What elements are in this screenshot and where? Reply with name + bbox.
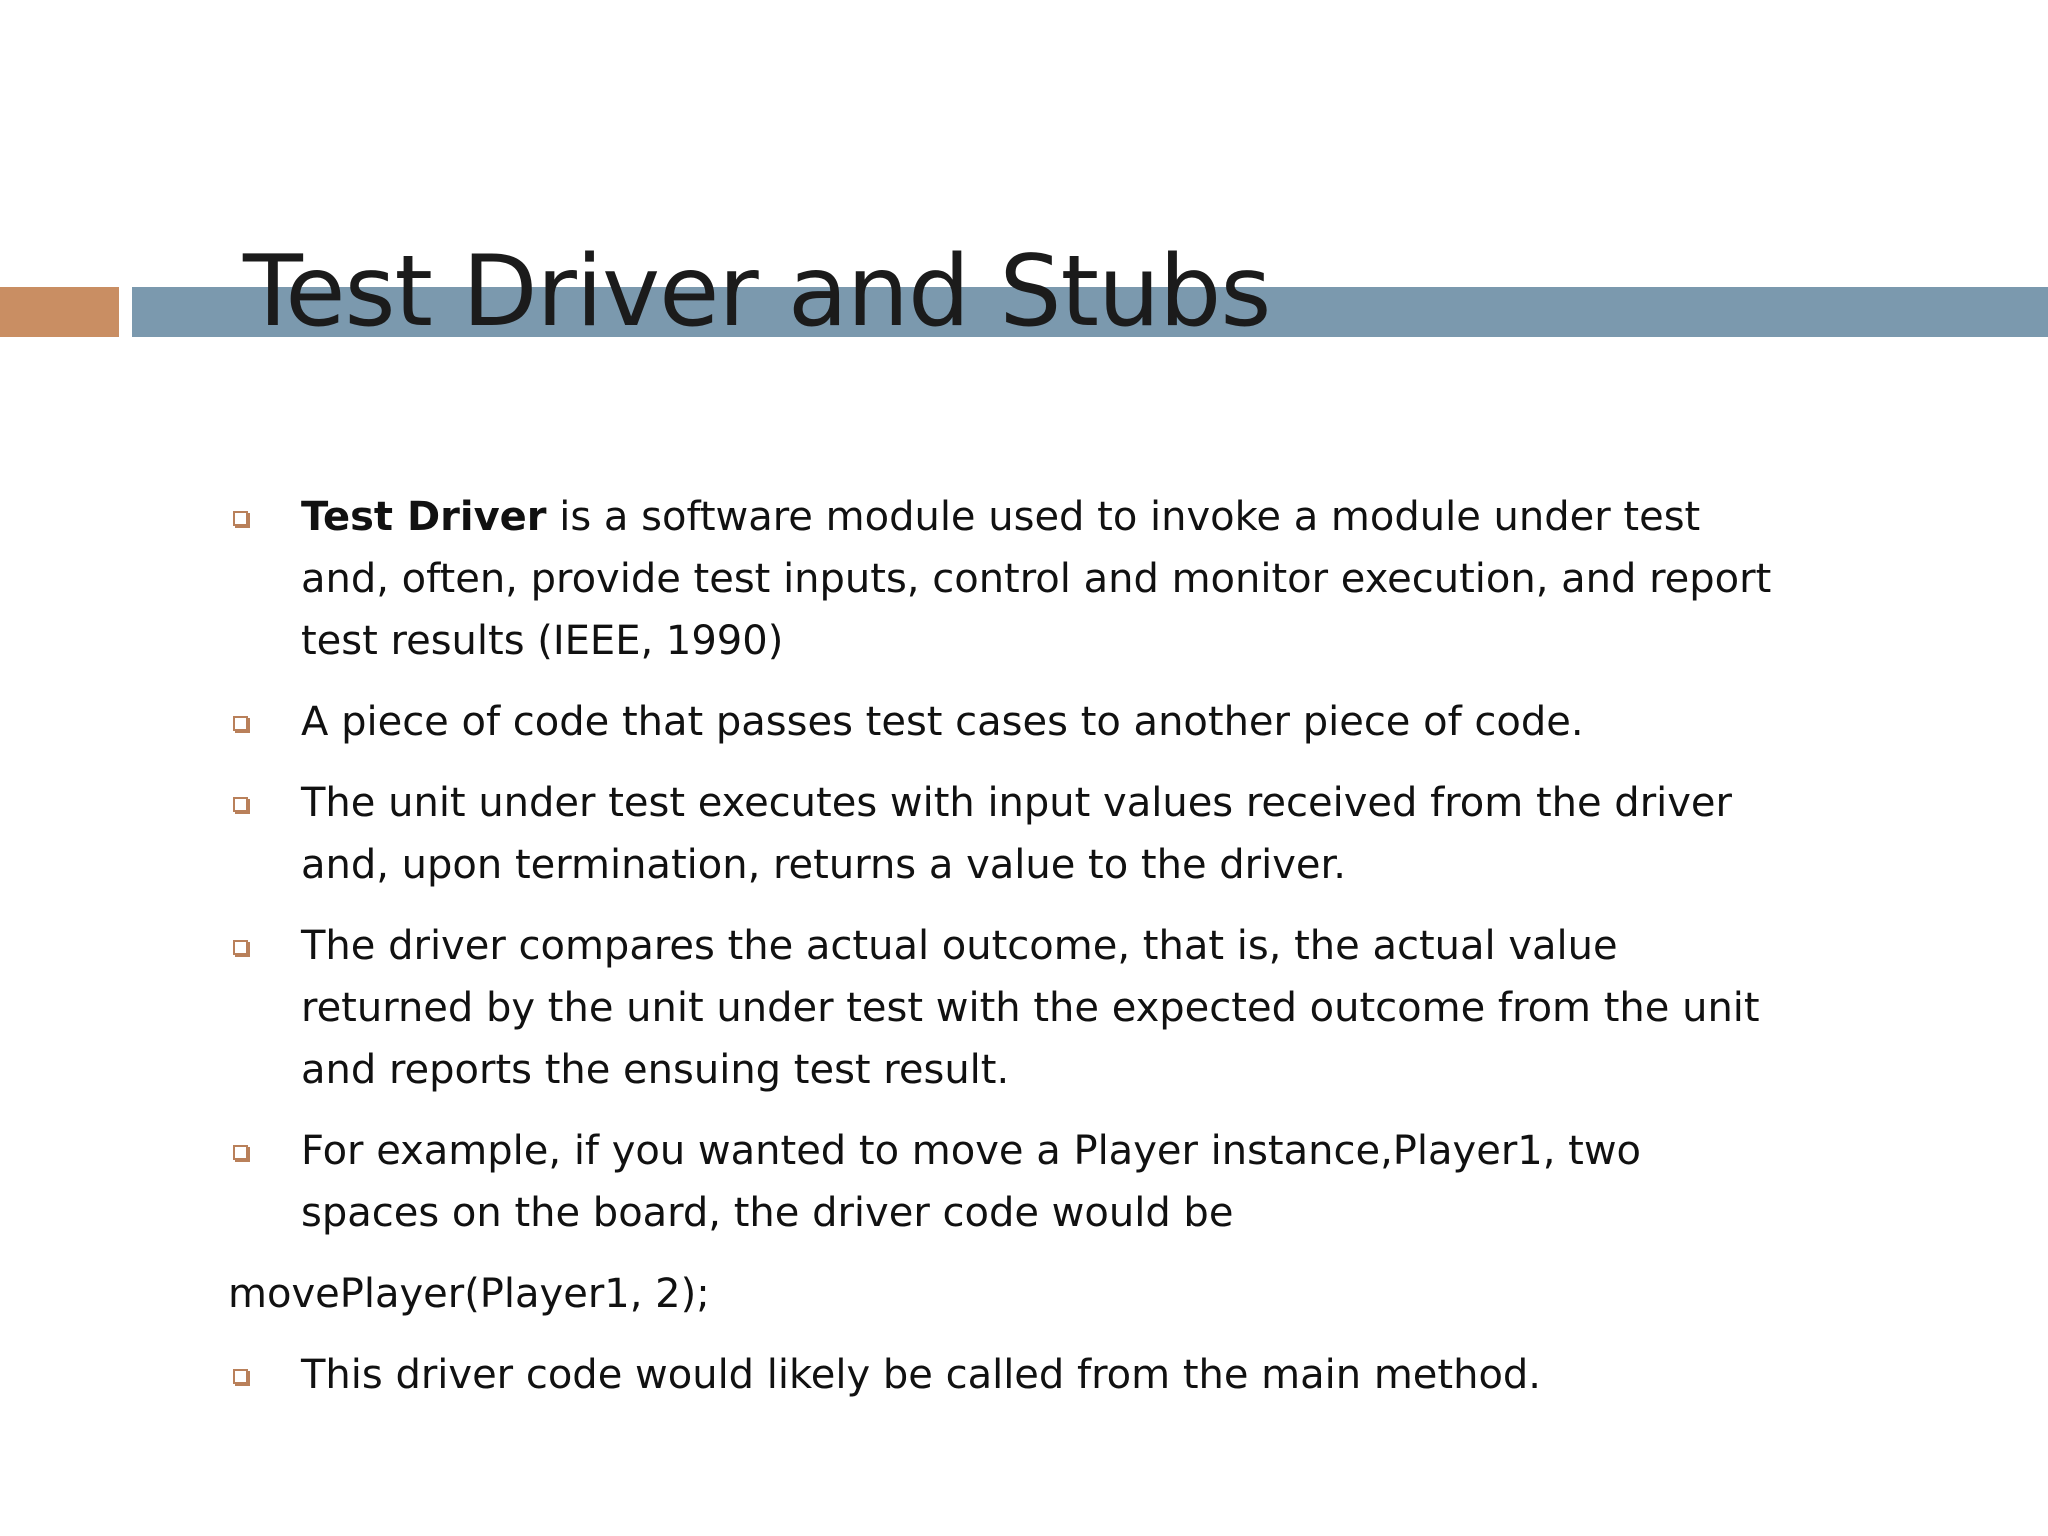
code-example-line: movePlayer(Player1, 2); xyxy=(228,1271,710,1317)
bullet-text: For example, if you wanted to move a Player instance,Player1, two spaces on the board, the driver code would be xyxy=(301,1128,1642,1236)
bullet-text: is a software module used to invoke a module under test and, often, provide test inputs, control and monitor execution, and report test results (IEEE, 1990) xyxy=(301,494,1772,664)
square-bullet-icon xyxy=(233,1369,248,1384)
accent-block-orange xyxy=(0,287,119,337)
bullet-item-example xyxy=(228,1120,1788,1244)
square-bullet-icon xyxy=(233,1145,248,1160)
bullet-item-test-driver-definition xyxy=(228,486,1788,672)
bullet-item-main-method xyxy=(228,1344,1788,1406)
square-bullet-icon xyxy=(233,797,248,812)
bullet-item-driver-compares xyxy=(228,915,1788,1101)
bullet-item-unit-under-test xyxy=(228,772,1788,896)
slide-title: Test Driver and Stubs xyxy=(243,235,1271,349)
bullet-item-piece-of-code xyxy=(228,691,1788,753)
bullet-text: A piece of code that passes test cases to another piece of code. xyxy=(301,699,1584,745)
square-bullet-icon xyxy=(233,716,248,731)
bullet-text: The unit under test executes with input values received from the driver and, upon termination, returns a value to the driver. xyxy=(301,780,1732,888)
square-bullet-icon xyxy=(233,940,248,955)
bullet-text: The driver compares the actual outcome, that is, the actual value returned by the unit under test with the expected outcome from the unit and reports the ensuing test result. xyxy=(301,923,1760,1093)
bullet-text: This driver code would likely be called from the main method. xyxy=(301,1352,1542,1398)
square-bullet-icon xyxy=(233,511,248,526)
term-test-driver: Test Driver xyxy=(301,494,547,540)
slide-body xyxy=(228,486,1788,1425)
